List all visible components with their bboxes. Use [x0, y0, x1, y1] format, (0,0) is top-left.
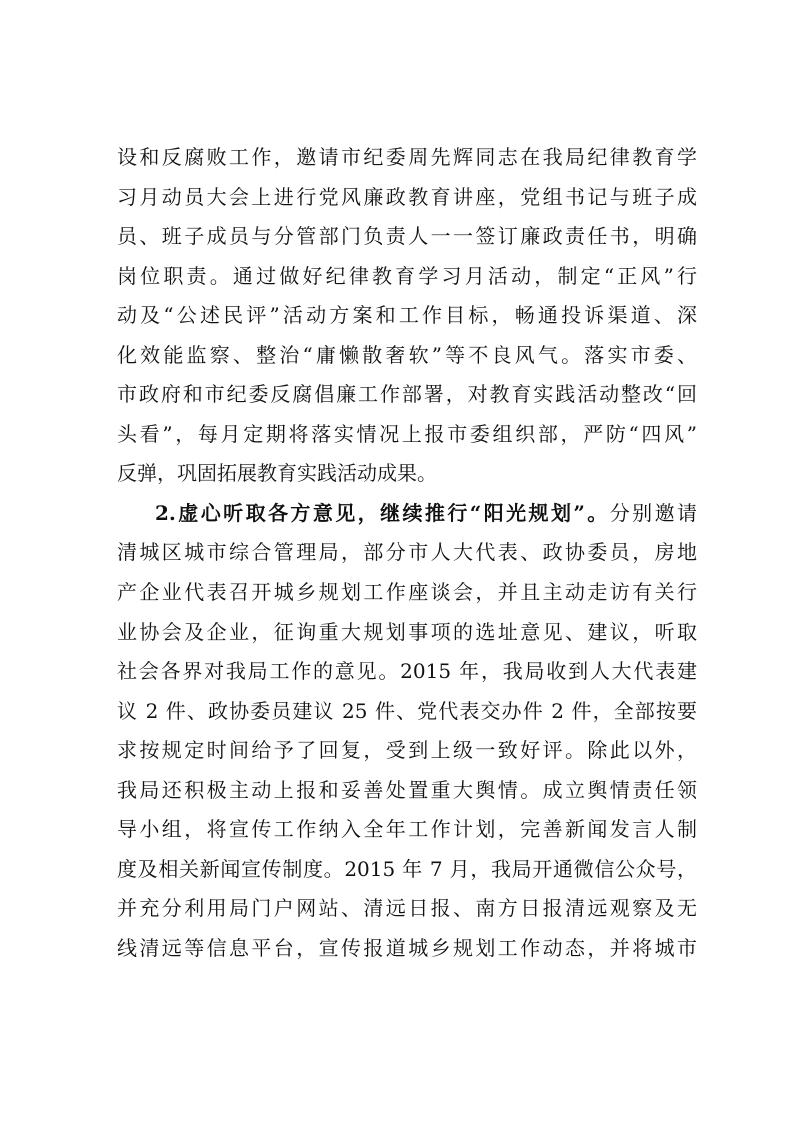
paragraph-2-line: 求按规定时间给予了回复，受到上级一致好评。除此以外， [117, 738, 697, 763]
paragraph-2-line: 产企业代表召开城乡规划工作座谈会，并且主动走访有关行 [117, 580, 697, 605]
paragraph-2-line: 清城区城市综合管理局，部分市人大代表、政协委员，房地 [117, 540, 697, 565]
paragraph-1-line: 市政府和市纪委反腐倡廉工作部署，对教育实践活动整改“回 [117, 382, 697, 407]
paragraph-2-line: 业协会及企业，征询重大规划事项的选址意见、建议，听取 [117, 619, 697, 644]
paragraph-1-line: 岗位职责。通过做好纪律教育学习月活动，制定“正风”行 [117, 263, 697, 288]
paragraph-1-line: 设和反腐败工作，邀请市纪委周先辉同志在我局纪律教育学 [117, 145, 697, 169]
paragraph-1-line: 头看”，每月定期将落实情况上报市委组织部，严防“四风” [117, 421, 697, 446]
paragraph-2-line: 导小组，将宣传工作纳入全年工作计划，完善新闻发言人制 [117, 817, 697, 842]
paragraph-1-line: 员、班子成员与分管部门负责人一一签订廉政责任书，明确 [117, 224, 697, 249]
paragraph-2-line: 议 2 件、政协委员建议 25 件、党代表交办件 2 件，全部按要 [117, 698, 697, 723]
document-body [117, 138, 697, 968]
paragraph-2-line: 社会各界对我局工作的意见。2015 年，我局收到人大代表建 [117, 659, 697, 684]
paragraph-2-first-line-text: 分别邀请 [609, 500, 697, 525]
paragraph-2-first-line [117, 494, 697, 534]
paragraph-2-line: 并充分利用局门户网站、清远日报、南方日报清远观察及无 [117, 896, 697, 921]
paragraph-2-heading: 2.虚心听取各方意见，继续推行“阳光规划”。 [155, 500, 610, 525]
paragraph-1-line: 反弹，巩固拓展教育实践活动成果。 [117, 461, 437, 486]
paragraph-1-line: 动及“公述民评”活动方案和工作目标，畅通投诉渠道、深 [117, 303, 697, 328]
paragraph-1-line: 习月动员大会上进行党风廉政教育讲座，党组书记与班子成 [117, 184, 697, 209]
paragraph-1-line: 化效能监察、整治“庸懒散奢软”等不良风气。落实市委、 [117, 342, 697, 367]
paragraph-2-line: 度及相关新闻宣传制度。2015 年 7 月，我局开通微信公众号， [117, 856, 697, 881]
paragraph-2-line: 线清远等信息平台，宣传报道城乡规划工作动态，并将城市 [117, 935, 697, 960]
paragraph-2-line: 我局还积极主动上报和妥善处置重大舆情。成立舆情责任领 [117, 777, 697, 802]
